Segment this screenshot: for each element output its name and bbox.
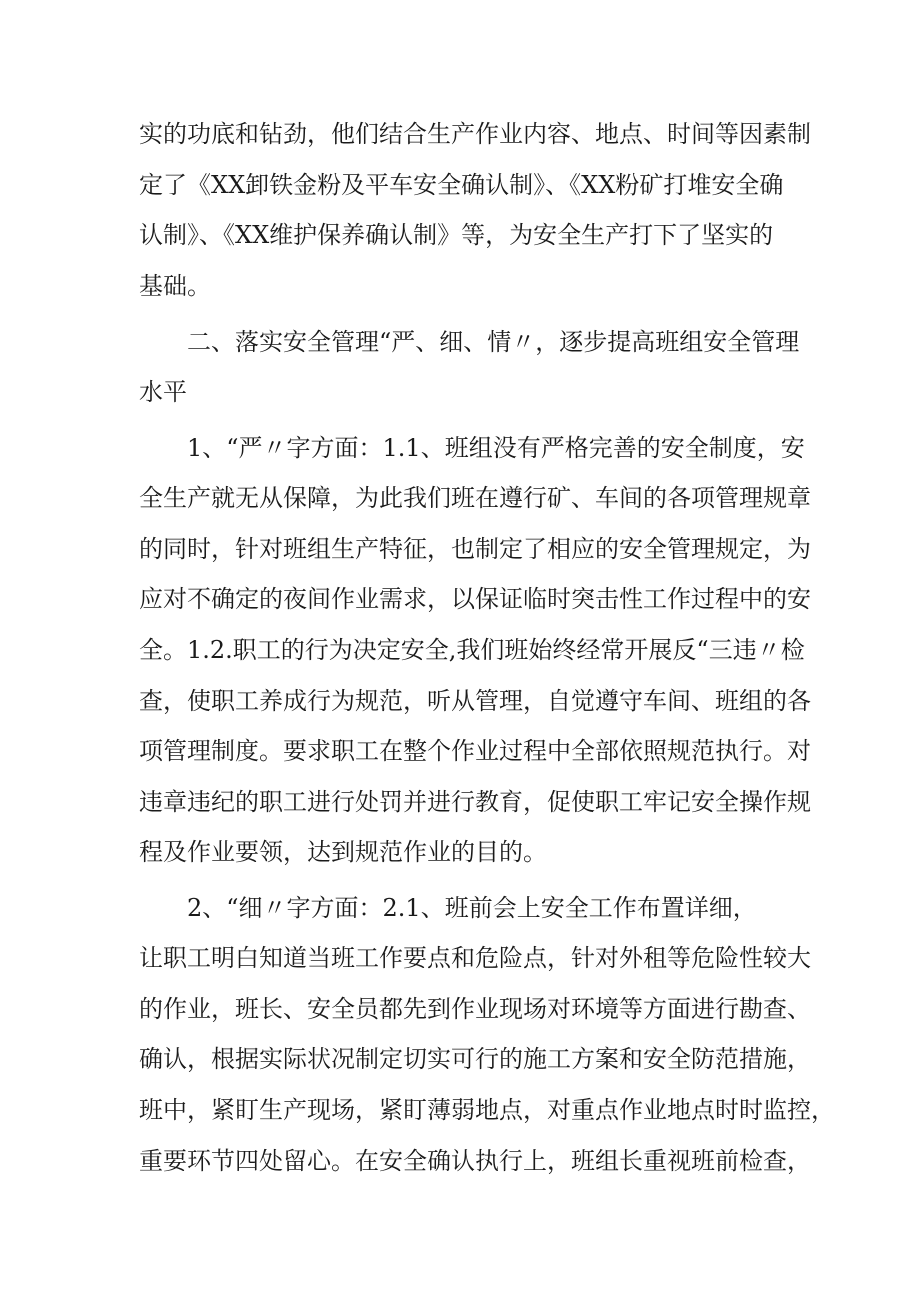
paragraph-3-line-8: 违章违纪的职工进行处罚并进行教育，促使职工牢记安全操作规 [139, 788, 811, 816]
paragraph-3-line-7: 项管理制度。要求职工在整个作业过程中全部依照规范执行。对 [139, 737, 811, 765]
section-heading-line-1: 二、落实安全管理“严、细、情〃，逐步提高班组安全管理 [187, 328, 800, 356]
paragraph-4-line-4: 确认，根据实际状况制定切实可行的施工方案和安全防范措施， [139, 1045, 811, 1073]
paragraph-4-line-6: 重要环节四处留心。在安全确认执行上，班组长重视班前检查， [139, 1147, 811, 1175]
paragraph-1-line-4: 基础。 [139, 272, 211, 300]
paragraph-3-line-6: 查，使职工养成行为规范，听从管理，自觉遵守车间、班组的各 [139, 687, 811, 715]
paragraph-3-line-1: 1、“严〃字方面：1.1、班组没有严格完善的安全制度，安 [187, 434, 805, 462]
paragraph-4-line-5: 班中，紧盯生产现场，紧盯薄弱地点，对重点作业地点时时监控， [139, 1096, 835, 1124]
paragraph-3-line-3: 的同时，针对班组生产特征，也制定了相应的安全管理规定，为 [139, 535, 811, 563]
paragraph-4-line-2: 让职工明白知道当班工作要点和危险点，针对外租等危险性较大 [139, 944, 811, 972]
paragraph-4-line-1: 2、“细〃字方面：2.1、班前会上安全工作布置详细， [187, 894, 757, 922]
paragraph-1-line-1: 实的功底和钻劲，他们结合生产作业内容、地点、时间等因素制 [139, 120, 811, 148]
paragraph-1-line-3: 认制》、《XX维护保养确认制》等，为安全生产打下了坚实的 [139, 221, 774, 249]
paragraph-4-line-3: 的作业，班长、安全员都先到作业现场对环境等方面进行勘查、 [139, 995, 811, 1023]
section-heading-line-2: 水平 [139, 378, 187, 406]
paragraph-3-line-4: 应对不确定的夜间作业需求，以保证临时突击性工作过程中的安 [139, 585, 811, 613]
paragraph-1-line-2: 定了《XX卸铁金粉及平车安全确认制》、《XX粉矿打堆安全确 [139, 171, 784, 199]
paragraph-3-line-5: 全。1.2.职工的行为决定安全,我们班始终经常开展反“三违〃检 [139, 636, 805, 664]
paragraph-3-line-9: 程及作业要领，达到规范作业的目的。 [139, 838, 547, 866]
paragraph-3-line-2: 全生产就无从保障，为此我们班在遵行矿、车间的各项管理规章 [139, 484, 811, 512]
